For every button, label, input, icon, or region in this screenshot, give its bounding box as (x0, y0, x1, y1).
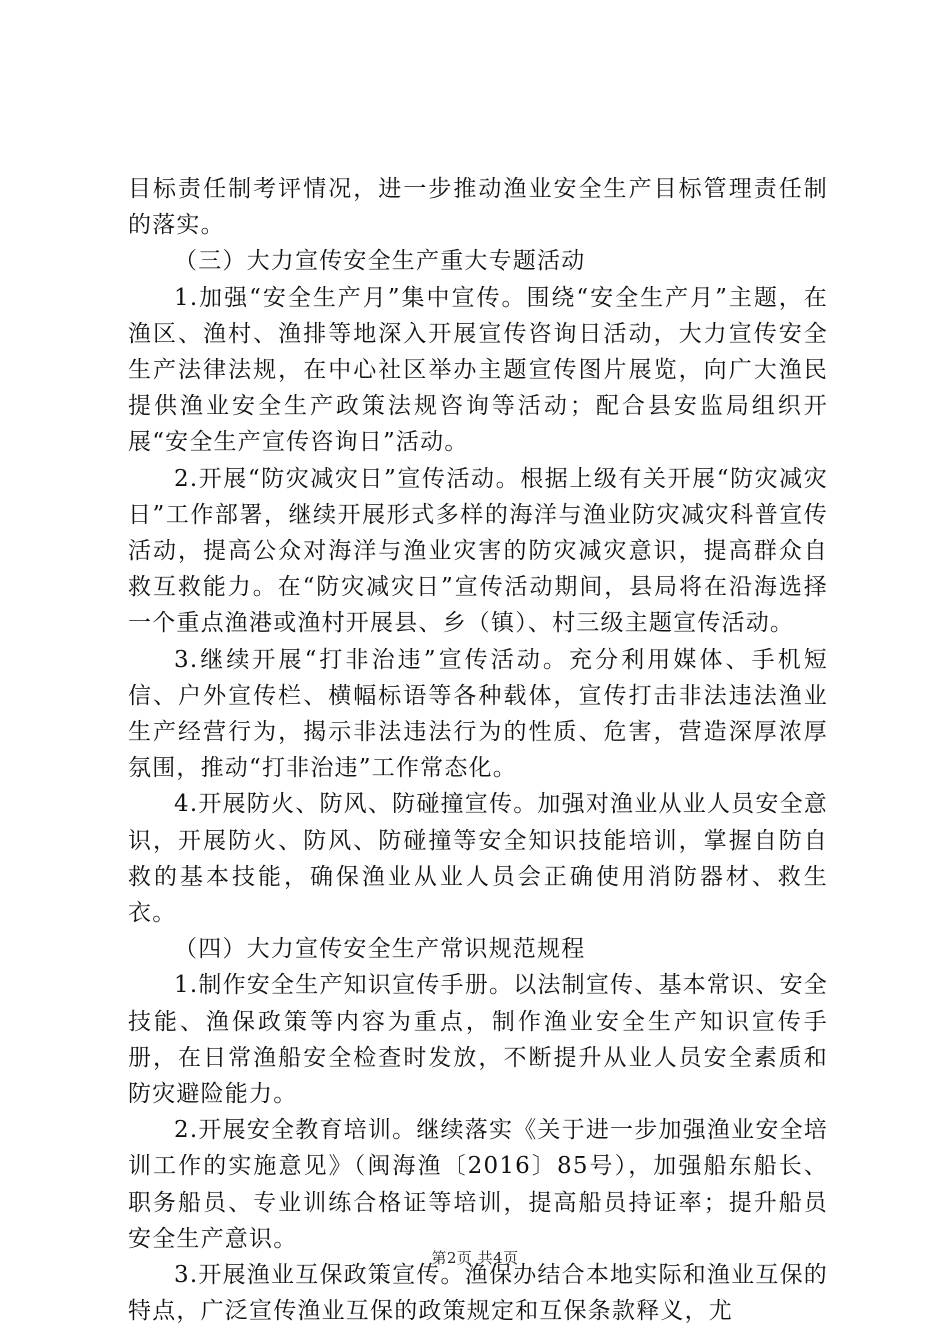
paragraph-continuation: 目标责任制考评情况，进一步推动渔业安全生产目标管理责任制的落实。 (128, 176, 828, 239)
paragraph-anti-illegal: 3.继续开展“打非治违”宣传活动。充分利用媒体、手机短信、户外宣传栏、横幅标语等各种载体，宣传打击非法违法渔业生产经营行为，揭示非法违法行为的性质、危害，营造深厚浓厚氛围，推动“打非治违”工作常态化。 (128, 646, 828, 782)
section-heading-4: （四）大力宣传安全生产常识规范规程 (174, 936, 586, 963)
paragraph-mutual-insurance: 3.开展渔业互保政策宣传。渔保办结合本地实际和渔业互保的特点，广泛宣传渔业互保的政策规定和互保条款释义，尤 (128, 1262, 828, 1325)
page-number-footer: 第2页 共4页 (431, 1249, 519, 1267)
paragraph-fire-wind-collision: 4.开展防火、防风、防碰撞宣传。加强对渔业从业人员安全意识，开展防火、防风、防碰撞等安全知识技能培训，掌握自防自救的基本技能，确保渔业从业人员会正确使用消防器材、救生衣。 (128, 791, 828, 927)
paragraph-safety-month: 1.加强“安全生产月”集中宣传。围绕“安全生产月”主题，在渔区、渔村、渔排等地深入开展宣传咨询日活动，大力宣传安全生产法律法规，在中心社区举办主题宣传图片展览，向广大渔民提供渔业安全生产政策法规咨询等活动；配合县安监局组织开展“安全生产宣传咨询日”活动。 (128, 284, 828, 456)
document-body (128, 171, 828, 1330)
paragraph-handbook: 1.制作安全生产知识宣传手册。以法制宣传、基本常识、安全技能、渔保政策等内容为重点，制作渔业安全生产知识宣传手册，在日常渔船安全检查时发放，不断提升从业人员安全素质和防灾避险能力。 (128, 972, 828, 1108)
paragraph-disaster-day: 2.开展“防灾减灾日”宣传活动。根据上级有关开展“防灾减灾日”工作部署，继续开展形式多样的海洋与渔业防灾减灾科普宣传活动，提高公众对海洋与渔业灾害的防灾减灾意识，提高群众自救互救能力。在“防灾减灾日”宣传活动期间，县局将在沿海选择一个重点渔港或渔村开展县、乡（镇）、村三级主题宣传活动。 (128, 465, 828, 637)
paragraph-training: 2.开展安全教育培训。继续落实《关于进一步加强渔业安全培训工作的实施意见》（闽海渔〔2016〕85号），加强船东船长、职务船员、专业训练合格证等培训，提高船员持证率；提升船员安全生产意识。 (128, 1117, 828, 1252)
section-heading-3: （三）大力宣传安全生产重大专题活动 (174, 248, 586, 275)
